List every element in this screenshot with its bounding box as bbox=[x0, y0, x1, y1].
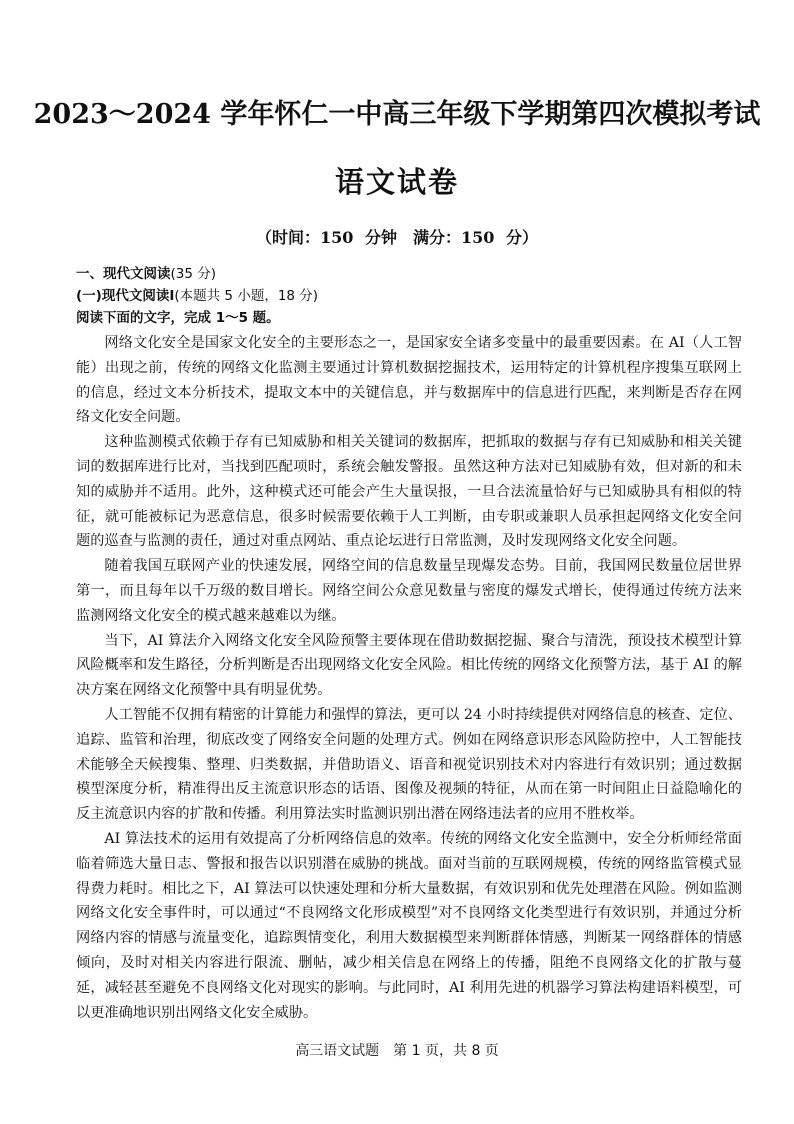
section-title: 一、现代文阅读 bbox=[76, 266, 171, 282]
subsection-heading bbox=[76, 285, 742, 307]
section-heading bbox=[76, 263, 742, 285]
article-paragraph: 随着我国互联网产业的快速发展，网络空间的信息数量呈现爆发态势。目前，我国网民数量位居世界第一，而且每年以千万级的数目增长。网络空间公众意见数量与密度的爆发式增长，使得通过传统方法来监测网络文化安全的模式越来越难以为继。 bbox=[76, 558, 742, 624]
subsection-title: (一)现代文阅读Ⅰ bbox=[76, 288, 175, 304]
article-paragraph: 人工智能不仅拥有精密的计算能力和强悍的算法，更可以 24 小时持续提供对网络信息的核查、定位、追踪、监管和治理，彻底改变了网络安全问题的处理方式。例如在网络意识形态风险防控中，人工智能技术能够全天候搜集、整理、归类数据，并借助语义、语音和视觉识别技术对内容进行有效识别；通过数据模型深度分析，精准得出反主流意识形态的话语、图像及视频的特征，从而在第一时间阻止日益隐喻化的反主流意识内容的扩散和传播。利用算法实时监测识别出潜在网络违法者的应用不胜枚举。 bbox=[76, 706, 742, 823]
exam-content bbox=[76, 263, 742, 1025]
subsection-points: (本题共 5 小题，18 分) bbox=[174, 288, 319, 304]
exam-time-score-info: （时间：150 分钟 满分：150 分） bbox=[256, 228, 538, 247]
exam-title: 2023～2024 学年怀仁一中高三年级下学期第四次模拟考试 bbox=[33, 99, 761, 130]
page-footer: 高三语文试题 第 1 页，共 8 页 bbox=[295, 1043, 499, 1059]
section-points: (35 分) bbox=[170, 266, 217, 282]
article-paragraph: AI 算法技术的运用有效提高了分析网络信息的效率。传统的网络文化安全监测中，安全分析师经常面临着筛选大量日志、警报和报告以识别潜在威胁的挑战。面对当前的互联网规模，传统的网络监管模式显得费力耗时。相比之下，AI 算法可以快速处理和分析大量数据，有效识别和优先处理潜在风险。例如监测网络文化安全事件时，可以通过“不良网络文化形成模型”对不良网络文化类型进行有效识别，并通过分析网络内容的情感与流量变化，追踪舆情变化，利用大数据模型来判断群体情感，判断某一网络群体的情感倾向，及时对相关内容进行限流、删帖，减少相关信息在网络上的传播，阻绝不良网络文化的扩散与蔓延，减轻甚至避免不良网络文化对现实的影响。与此同时，AI 利用先进的机器学习算法构建语料模型，可以更准确地识别出网络文化安全威胁。 bbox=[76, 830, 742, 1021]
reading-instruction: 阅读下面的文字，完成 1～5 题。 bbox=[76, 310, 280, 326]
article-paragraph: 网络文化安全是国家文化安全的主要形态之一，是国家安全诸多变量中的最重要因素。在 AI（人工智能）出现之前，传统的网络文化监测主要通过计算机数据挖掘技术，运用特定的计算机程序搜集互联网上的信息，经过文本分析技术，提取文本中的关键信息，并与数据库中的信息进行匹配，来判断是否存在网络文化安全问题。 bbox=[76, 335, 742, 426]
article-paragraph: 当下，AI 算法介入网络文化安全风险预警主要体现在借助数据挖掘、聚合与清洗，预设技术模型计算风险概率和发生路径，分析判断是否出现网络文化安全风险。相比传统的网络文化预警方法，基于 AI 的解决方案在网络文化预警中具有明显优势。 bbox=[76, 632, 742, 699]
subject-title: 语文试卷 bbox=[334, 165, 459, 199]
article-paragraph: 这种监测模式依赖于存有已知威胁和相关关键词的数据库，把抓取的数据与存有已知威胁和相关关键词的数据库进行比对，当找到匹配项时，系统会触发警报。虽然这种方法对已知威胁有效，但对新的和未知的威胁并不适用。此外，这种模式还可能会产生大量误报，一旦合法流量恰好与已知威胁具有相似的特征，就可能被标记为恶意信息，很多时候需要依赖于人工判断，由专职或兼职人员承担起网络文化安全问题的巡查与监测的责任，通过对重点网站、重点论坛进行日常监测，及时发现网络文化安全问题。 bbox=[76, 434, 742, 550]
